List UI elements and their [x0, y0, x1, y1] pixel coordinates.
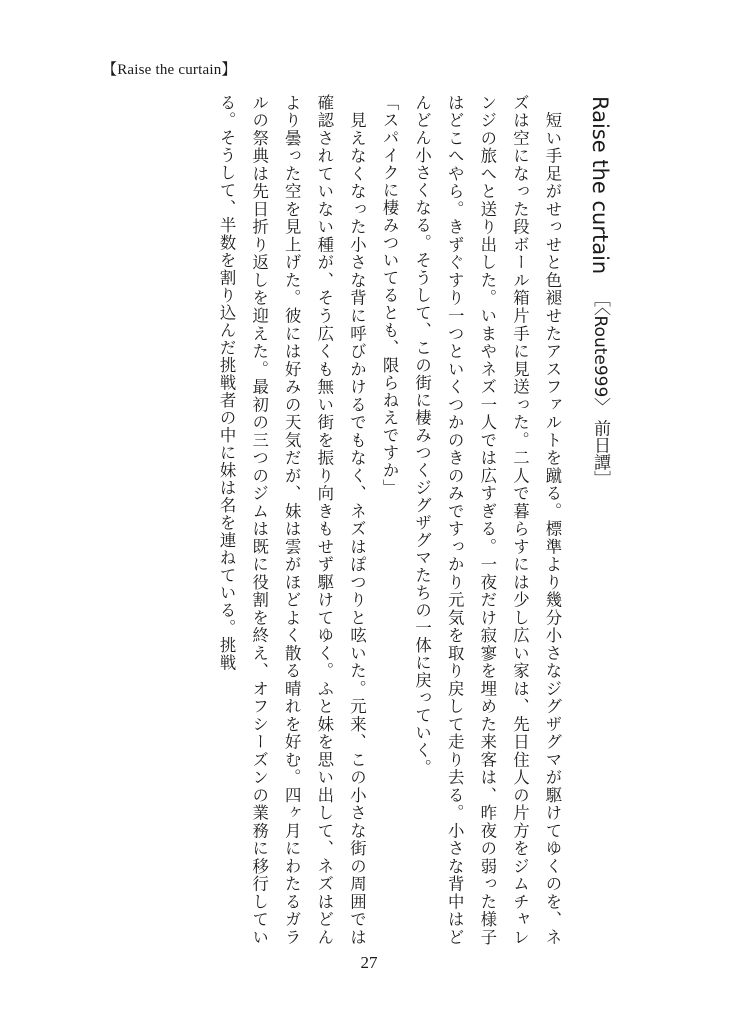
paragraph: 見えなくなった小さな背に呼びかけるでもなく、ネズはぽつりと呟いた。元来、この小さな街の周囲では確認されていない種が、そう広くも無い街を振り向きもせず駆けてゆく。ふと妹を思い出して、ネズはどんより曇った空を見上げた。彼には好みの天気だが、妹は雲がほどよく散る晴れを好む。四ヶ月にわたるガラルの祭典は先日折り返しを迎えた。最初の三つのジムは既に役割を終え、オフシーズンの業務に移行している。そうして、半数を割り込んだ挑戦者の中に妹は名を連ねている。挑戦: [217, 94, 367, 946]
vertical-body-text: [102, 94, 624, 946]
paragraph-dialogue: 「スパイクに棲みついてるとも、限らねえですか」: [380, 94, 400, 497]
paragraph: 短い手足がせっせと色褪せたアスファルトを蹴る。標準より幾分小さなジグザグマが駆けてゆくのを、ネズは空になった段ボール箱片手に見送った。二人で暮らすには少し広い家は、先日住人の片方をジムチャレンジの旅へと送り出した。いまやネズ一人では広すぎる。一夜だけ寂寥を埋めた来客は、昨夜の弱った様子はどこへやら。きずぐすり一つといくつかのきのみですっかり元気を取り戻して走り去る。小さな背中はどんどん小さくなる。そうして、この街に棲みつくジグザグマたちの一体に戻っていく。: [412, 94, 562, 946]
chapter-subtitle: ［〈Route999〉 前日譚］: [590, 290, 610, 488]
running-head: 【Raise the curtain】: [102, 62, 237, 78]
page-number: 27: [360, 953, 378, 972]
chapter-title: [576, 94, 624, 946]
chapter-title-text: Raise the curtain: [588, 96, 612, 275]
